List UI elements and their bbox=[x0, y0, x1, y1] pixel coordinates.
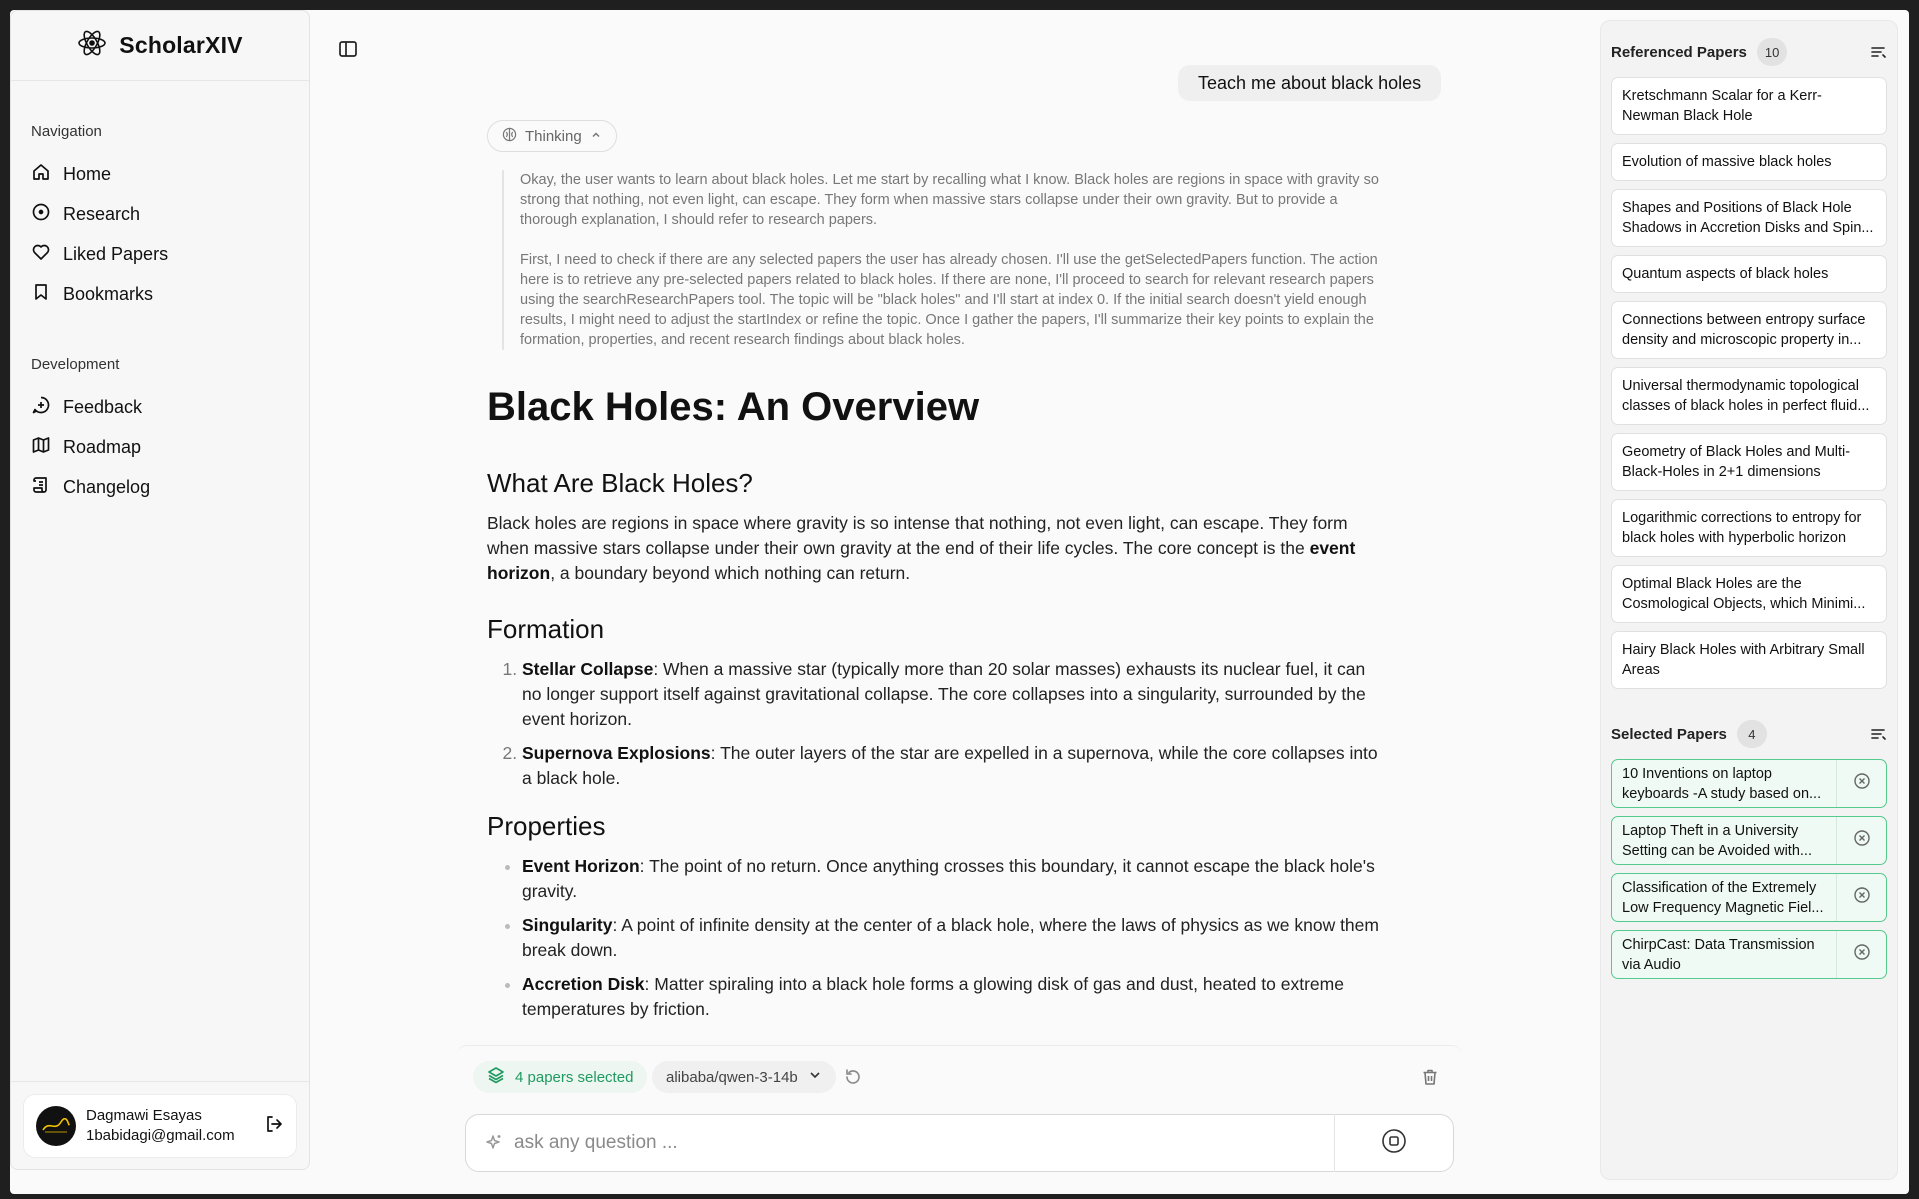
referenced-paper-item[interactable]: Evolution of massive black holes bbox=[1611, 143, 1887, 181]
referenced-papers-title: Referenced Papers bbox=[1611, 43, 1747, 61]
referenced-paper-item[interactable]: Geometry of Black Holes and Multi-Black-Holes in 2+1 dimensions bbox=[1611, 433, 1887, 491]
list-filter-icon[interactable] bbox=[1869, 43, 1887, 61]
selected-paper-title: Classification of the Extremely Low Frequency Magnetic Fiel... bbox=[1622, 880, 1824, 916]
sidebar-toggle-icon[interactable] bbox=[337, 38, 359, 60]
message-plus-icon bbox=[31, 395, 51, 420]
selected-paper-item[interactable] bbox=[1611, 759, 1887, 808]
text-span: : A point of infinite density at the center of a black hole, where the laws of physics as we know them break down. bbox=[522, 915, 1379, 960]
referenced-paper-item[interactable]: Optimal Black Holes are the Cosmological Objects, which Minimi... bbox=[1611, 565, 1887, 623]
bold-term: Accretion Disk bbox=[522, 974, 645, 994]
section-heading: Formation bbox=[487, 614, 605, 644]
close-circle-icon bbox=[1853, 886, 1871, 909]
user-info bbox=[86, 1106, 254, 1146]
section-paragraph bbox=[487, 511, 1387, 586]
text-span: , a boundary beyond which nothing can return. bbox=[550, 563, 911, 583]
sidebar-item-label: Home bbox=[63, 163, 112, 184]
sidebar-item-liked-papers[interactable] bbox=[31, 234, 289, 274]
layers-icon bbox=[487, 1066, 505, 1088]
sidebar bbox=[10, 10, 310, 1170]
formation-list bbox=[487, 657, 1387, 791]
user-message-bubble: Teach me about black holes bbox=[1178, 65, 1441, 101]
properties-list bbox=[487, 854, 1387, 1022]
selected-papers-title: Selected Papers bbox=[1611, 725, 1727, 743]
sidebar-item-label: Bookmarks bbox=[63, 283, 154, 304]
bookmark-icon bbox=[31, 282, 51, 307]
thinking-paragraph: First, I need to check if there are any selected papers the user has already chosen. I'll use the getSelectedPapers function. The action here is to retrieve any pre-selected papers related to black holes. If there are none, I'll proceed to search for relevant research papers using the searchResearchPapers tool. The topic will be "black holes" and I'll start at index 0. If the initial search doesn't yield enough results, I might need to adjust the startIndex or refine the topic. Once I gather the papers, I'll summarize their key points to explain the formation, properties, and recent research findings about black holes. bbox=[520, 252, 1378, 348]
close-circle-icon bbox=[1853, 772, 1871, 795]
sparkle-icon bbox=[484, 1133, 504, 1153]
chevron-down-icon bbox=[808, 1068, 822, 1086]
bold-term: Stellar Collapse bbox=[522, 659, 654, 679]
thinking-toggle[interactable] bbox=[487, 120, 617, 152]
sidebar-item-home[interactable] bbox=[31, 154, 289, 194]
section-heading: What Are Black Holes? bbox=[487, 468, 753, 498]
referenced-paper-item[interactable]: Hairy Black Holes with Arbitrary Small Areas bbox=[1611, 631, 1887, 689]
referenced-paper-item[interactable]: Logarithmic corrections to entropy for black holes with hyperbolic horizon bbox=[1611, 499, 1887, 557]
response-title: Black Holes: An Overview bbox=[487, 385, 980, 429]
remove-paper-button[interactable] bbox=[1836, 817, 1886, 864]
selected-papers-count: 4 bbox=[1737, 720, 1767, 748]
selected-papers-header bbox=[1601, 709, 1897, 759]
text-span: : The point of no return. Once anything crosses this boundary, it cannot escape the black hole's gravity. bbox=[522, 856, 1375, 901]
referenced-paper-item[interactable]: Connections between entropy surface density and microscopic property in... bbox=[1611, 301, 1887, 359]
brand[interactable] bbox=[11, 11, 309, 81]
selected-paper-title: ChirpCast: Data Transmission via Audio bbox=[1622, 937, 1815, 973]
compass-icon bbox=[31, 202, 51, 227]
brain-icon bbox=[502, 127, 517, 146]
selected-paper-title: 10 Inventions on laptop keyboards -A study based on... bbox=[1622, 766, 1822, 802]
papers-panel bbox=[1600, 20, 1898, 1180]
map-icon bbox=[31, 435, 51, 460]
development-heading: Development bbox=[31, 356, 120, 373]
selected-paper-item[interactable] bbox=[1611, 816, 1887, 865]
remove-paper-button[interactable] bbox=[1836, 874, 1886, 921]
remove-paper-button[interactable] bbox=[1836, 931, 1886, 978]
close-circle-icon bbox=[1853, 943, 1871, 966]
thinking-label: Thinking bbox=[525, 127, 582, 145]
list-item bbox=[522, 854, 1387, 904]
sidebar-item-bookmarks[interactable] bbox=[31, 274, 289, 314]
selected-papers-chip[interactable] bbox=[473, 1061, 647, 1093]
bold-term: event horizon bbox=[487, 538, 1356, 583]
scroll-icon bbox=[31, 475, 51, 500]
chat-input[interactable] bbox=[514, 1132, 1334, 1154]
sidebar-item-label: Liked Papers bbox=[63, 243, 169, 264]
sidebar-item-roadmap[interactable] bbox=[31, 427, 289, 467]
referenced-paper-item[interactable]: Kretschmann Scalar for a Kerr-Newman Black Hole bbox=[1611, 77, 1887, 135]
close-circle-icon bbox=[1853, 829, 1871, 852]
chat-input-box bbox=[465, 1114, 1454, 1172]
sidebar-item-label: Changelog bbox=[63, 476, 151, 497]
text-span: : When a massive star (typically more than 20 solar masses) exhausts its nuclear fuel, it can no longer support itself against gravitational collapse. The core collapses into a singularity, surrounded by the event horizon. bbox=[522, 659, 1366, 729]
thinking-paragraph: Okay, the user wants to learn about black holes. Let me start by recalling what I know. Black holes are regions in space with gravity so strong that nothing, not even light, can escape. They form when massive stars collapse under their own gravity. But to provide a thorough explanation, I should refer to research papers. bbox=[520, 172, 1379, 228]
home-icon bbox=[31, 162, 51, 187]
referenced-papers-count: 10 bbox=[1757, 38, 1787, 66]
sidebar-item-label: Roadmap bbox=[63, 436, 142, 457]
referenced-paper-item[interactable]: Quantum aspects of black holes bbox=[1611, 255, 1887, 293]
chevron-up-icon bbox=[590, 128, 602, 145]
selected-papers-label: 4 papers selected bbox=[515, 1068, 634, 1086]
navigation-heading: Navigation bbox=[31, 123, 102, 140]
heart-icon bbox=[31, 242, 51, 267]
navigation-section bbox=[11, 123, 309, 507]
list-item bbox=[522, 657, 1387, 732]
logout-icon[interactable] bbox=[264, 1114, 284, 1139]
referenced-paper-item[interactable]: Shapes and Positions of Black Hole Shadows in Accretion Disks and Spin... bbox=[1611, 189, 1887, 247]
sidebar-item-label: Feedback bbox=[63, 396, 143, 417]
user-name: Dagmawi Esayas bbox=[86, 1107, 202, 1124]
trash-icon[interactable] bbox=[1420, 1067, 1440, 1087]
referenced-papers-header bbox=[1601, 27, 1897, 77]
list-filter-icon[interactable] bbox=[1869, 725, 1887, 743]
text-span: : The outer layers of the star are expelled in a supernova, while the core collapses into a black hole. bbox=[522, 743, 1378, 788]
bold-term: Singularity bbox=[522, 915, 613, 935]
sidebar-item-label: Research bbox=[63, 203, 141, 224]
selected-paper-item[interactable] bbox=[1611, 930, 1887, 979]
atom-logo-icon bbox=[77, 28, 107, 63]
avatar bbox=[36, 1106, 76, 1146]
user-card[interactable] bbox=[23, 1094, 297, 1158]
remove-paper-button[interactable] bbox=[1836, 760, 1886, 807]
list-item bbox=[522, 972, 1387, 1022]
thinking-content bbox=[502, 170, 1382, 350]
refresh-icon[interactable] bbox=[843, 1067, 863, 1087]
list-item bbox=[522, 913, 1387, 963]
selected-papers-list bbox=[1601, 759, 1897, 979]
referenced-paper-item[interactable]: Universal thermodynamic topological classes of black holes in perfect fluid... bbox=[1611, 367, 1887, 425]
model-label: alibaba/qwen-3-14b bbox=[666, 1068, 798, 1086]
sidebar-item-research[interactable] bbox=[31, 194, 289, 234]
assistant-response bbox=[487, 385, 1387, 1031]
bold-term: Event Horizon bbox=[522, 856, 640, 876]
user-email: 1babidagi@gmail.com bbox=[86, 1127, 235, 1144]
stop-icon bbox=[1381, 1128, 1407, 1159]
bold-term: Supernova Explosions bbox=[522, 743, 711, 763]
sidebar-item-feedback[interactable] bbox=[31, 387, 289, 427]
stop-button[interactable] bbox=[1335, 1128, 1453, 1159]
user-bar bbox=[11, 1081, 309, 1169]
app-name: ScholarXIV bbox=[119, 32, 243, 58]
model-selector[interactable] bbox=[652, 1061, 836, 1093]
text-span: Black holes are regions in space where gravity is so intense that nothing, not even light, can escape. They form when massive stars collapse under their own gravity at the end of their life cycles. The core concept is the bbox=[487, 513, 1348, 558]
section-heading: Properties bbox=[487, 811, 606, 841]
selected-paper-title: Laptop Theft in a University Setting can be Avoided with... bbox=[1622, 823, 1812, 859]
text-span: : Matter spiraling into a black hole forms a glowing disk of gas and dust, heated to extreme temperatures by friction. bbox=[522, 974, 1344, 1019]
referenced-papers-list bbox=[1601, 77, 1897, 689]
selected-paper-item[interactable] bbox=[1611, 873, 1887, 922]
list-item bbox=[522, 741, 1387, 791]
sidebar-item-changelog[interactable] bbox=[31, 467, 289, 507]
